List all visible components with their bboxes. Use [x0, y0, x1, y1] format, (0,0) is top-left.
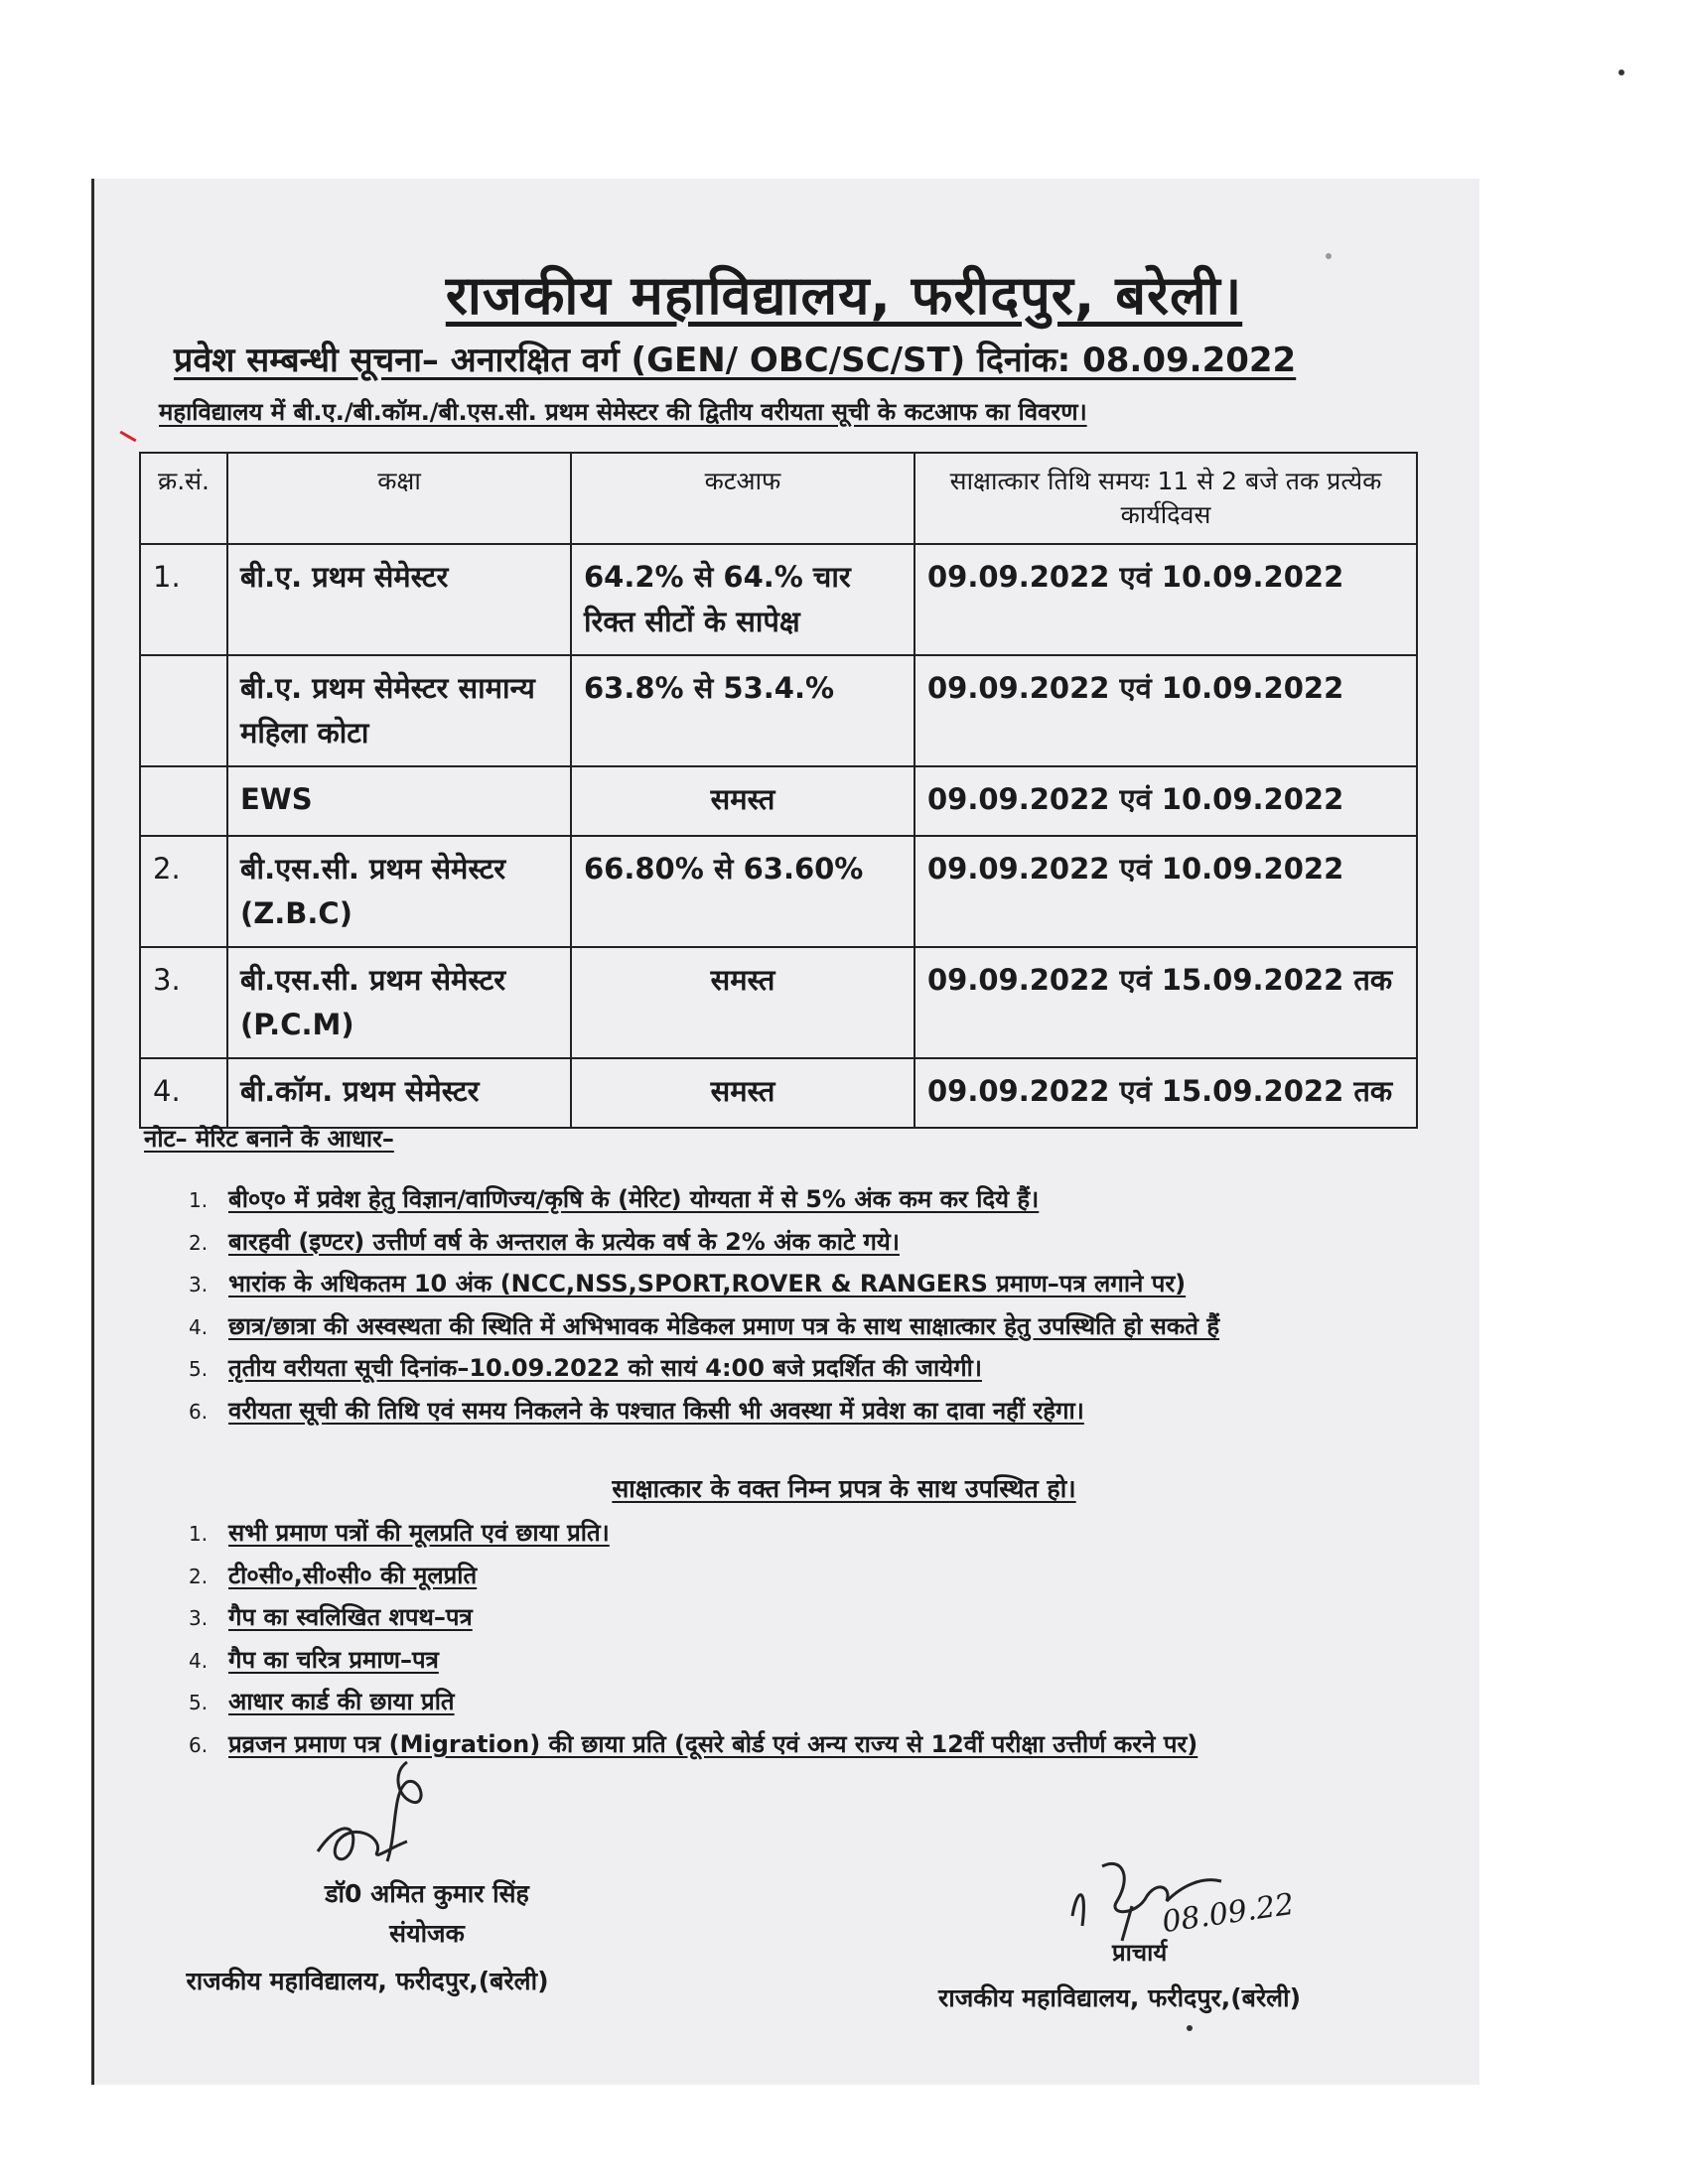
scan-speck	[1326, 253, 1332, 259]
notice-description: महाविद्यालय में बी.ए./बी.कॉम./बी.एस.सी. प्रथम सेमेस्टर की द्वितीय वरीयता सूची के कटआफ का विवरण।	[159, 398, 1087, 426]
cell-class: बी.ए. प्रथम सेमेस्टर	[227, 544, 571, 655]
item-text: वरीयता सूची की तिथि एवं समय निकलने के पश्चात किसी भी अवस्था में प्रवेश का दावा नहीं रहेगा।	[228, 1396, 1084, 1425]
list-item	[189, 1352, 1370, 1386]
item-text: टी०सी०,सी०सी० की मूलप्रति	[228, 1561, 478, 1589]
cell-class: बी.एस.सी. प्रथम सेमेस्टर (P.C.M)	[227, 947, 571, 1058]
item-text: सभी प्रमाण पत्रों की मूलप्रति एवं छाया प्रति।	[228, 1519, 610, 1547]
cell-cutoff: समस्त	[571, 947, 914, 1058]
item-number: 2.	[189, 1564, 209, 1588]
item-number: 1.	[189, 1188, 209, 1212]
cell-serial: 4.	[140, 1058, 227, 1128]
list-item	[189, 1310, 1370, 1344]
notes-heading: नोट– मेरिट बनाने के आधार–	[144, 1125, 394, 1153]
header-interview-date: साक्षात्कार तिथि समयः 11 से 2 बजे तक प्रत्येक कार्यदिवस	[914, 453, 1417, 544]
list-item	[189, 1601, 1370, 1635]
item-text: प्रव्रजन प्रमाण पत्र (Migration) की छाया प्रति (दूसरे बोर्ड एवं अन्य राज्य से 12वीं परीक्षा उत्तीर्ण करने पर)	[228, 1729, 1198, 1758]
list-item	[189, 1268, 1370, 1301]
item-text: आधार कार्ड की छाया प्रति	[228, 1688, 455, 1716]
table-row	[140, 655, 1417, 766]
list-item	[189, 1560, 1370, 1593]
cell-cutoff: 66.80% से 63.60%	[571, 836, 914, 947]
item-number: 6.	[189, 1732, 209, 1757]
item-text: छात्र/छात्रा की अस्वस्थता की स्थिति में अभिभावक मेडिकल प्रमाण पत्र के साथ साक्षात्कार हेतु उपस्थिति हो सकते हैं	[228, 1311, 1220, 1340]
item-text: बारहवी (इण्टर) उत्तीर्ण वर्ष के अन्तराल के प्रत्येक वर्ष के 2% अंक काटे गये।	[228, 1227, 900, 1256]
table-row	[140, 544, 1417, 655]
cell-class: बी.एस.सी. प्रथम सेमेस्टर (Z.B.C)	[227, 836, 571, 947]
list-item	[189, 1517, 1370, 1551]
table-row	[140, 836, 1417, 947]
college-title: राजकीय महाविद्यालय, फरीदपुर, बरेली।	[445, 264, 1243, 327]
item-number: 3.	[189, 1273, 209, 1297]
item-number: 5.	[189, 1691, 209, 1715]
coordinator-signature	[298, 1752, 477, 1881]
cell-date: 09.09.2022 एवं 15.09.2022 तक	[914, 1058, 1417, 1128]
item-text: गैप का चरित्र प्रमाण–पत्र	[228, 1645, 439, 1674]
header-cutoff: कटआफ	[571, 453, 914, 544]
cell-cutoff: समस्त	[571, 1058, 914, 1128]
notice-subtitle: प्रवेश सम्बन्धी सूचना– अनारक्षित वर्ग (GEN/ OBC/SC/ST) दिनांक: 08.09.2022	[174, 341, 1297, 380]
cell-cutoff: 64.2% से 64.% चार रिक्त सीटों के सापेक्ष	[571, 544, 914, 655]
table-row	[140, 1058, 1417, 1128]
coordinator-role: संयोजक	[389, 1919, 465, 1948]
cutoff-table	[139, 452, 1418, 1129]
cell-date: 09.09.2022 एवं 15.09.2022 तक	[914, 947, 1417, 1058]
list-item	[189, 1644, 1370, 1678]
documents-heading: साक्षात्कार के वक्त निम्न प्रपत्र के साथ उपस्थित हो।	[612, 1474, 1076, 1503]
merit-notes-list	[189, 1183, 1370, 1437]
cell-serial: 2.	[140, 836, 227, 947]
cell-serial: 1.	[140, 544, 227, 655]
item-number: 6.	[189, 1399, 209, 1424]
cell-class: बी.ए. प्रथम सेमेस्टर सामान्य महिला कोटा	[227, 655, 571, 766]
principal-role: प्राचार्य	[1112, 1939, 1168, 1967]
header-class: कक्षा	[227, 453, 571, 544]
list-item	[189, 1226, 1370, 1260]
cell-cutoff: 63.8% से 53.4.%	[571, 655, 914, 766]
list-item	[189, 1183, 1370, 1217]
item-text: तृतीय वरीयता सूची दिनांक–10.09.2022 को सायं 4:00 बजे प्रदर्शित की जायेगी।	[228, 1354, 982, 1383]
table-row	[140, 947, 1417, 1058]
coordinator-org: राजकीय महाविद्यालय, फरीदपुर,(बरेली)	[186, 1967, 549, 1995]
header-serial: क्र.सं.	[140, 453, 227, 544]
principal-org: राजकीय महाविद्यालय, फरीदपुर,(बरेली)	[938, 1983, 1302, 2012]
item-number: 1.	[189, 1522, 209, 1546]
item-text: भारांक के अधिकतम 10 अंक (NCC,NSS,SPORT,ROVER & RANGERS प्रमाण–पत्र लगाने पर)	[228, 1270, 1187, 1298]
principal-signature-date: 08.09.22	[1160, 1886, 1297, 1941]
item-number: 2.	[189, 1230, 209, 1255]
cell-serial	[140, 766, 227, 836]
cell-serial	[140, 655, 227, 766]
coordinator-name: डॉ0 अमित कुमार सिंह	[325, 1879, 529, 1908]
item-number: 4.	[189, 1314, 209, 1339]
item-number: 5.	[189, 1357, 209, 1382]
cell-date: 09.09.2022 एवं 10.09.2022	[914, 766, 1417, 836]
cell-cutoff: समस्त	[571, 766, 914, 836]
list-item	[189, 1686, 1370, 1719]
item-text: बी०ए० में प्रवेश हेतु विज्ञान/वाणिज्य/कृषि के (मेरिट) योग्यता में से 5% अंक कम कर दिये हैं।	[228, 1185, 1040, 1213]
cell-class: बी.कॉम. प्रथम सेमेस्टर	[227, 1058, 571, 1128]
coordinator-block	[149, 1876, 586, 1997]
table-row	[140, 766, 1417, 836]
cell-date: 09.09.2022 एवं 10.09.2022	[914, 544, 1417, 655]
item-text: गैप का स्वलिखित शपथ–पत्र	[228, 1603, 473, 1632]
list-item	[189, 1395, 1370, 1429]
cell-date: 09.09.2022 एवं 10.09.2022	[914, 836, 1417, 947]
scan-speck	[1618, 69, 1624, 75]
item-number: 4.	[189, 1648, 209, 1673]
cell-serial: 3.	[140, 947, 227, 1058]
table-header-row	[140, 453, 1417, 544]
scan-speck	[1187, 2025, 1193, 2031]
cell-date: 09.09.2022 एवं 10.09.2022	[914, 655, 1417, 766]
item-number: 3.	[189, 1606, 209, 1631]
cell-class: EWS	[227, 766, 571, 836]
required-documents-list	[189, 1517, 1370, 1771]
